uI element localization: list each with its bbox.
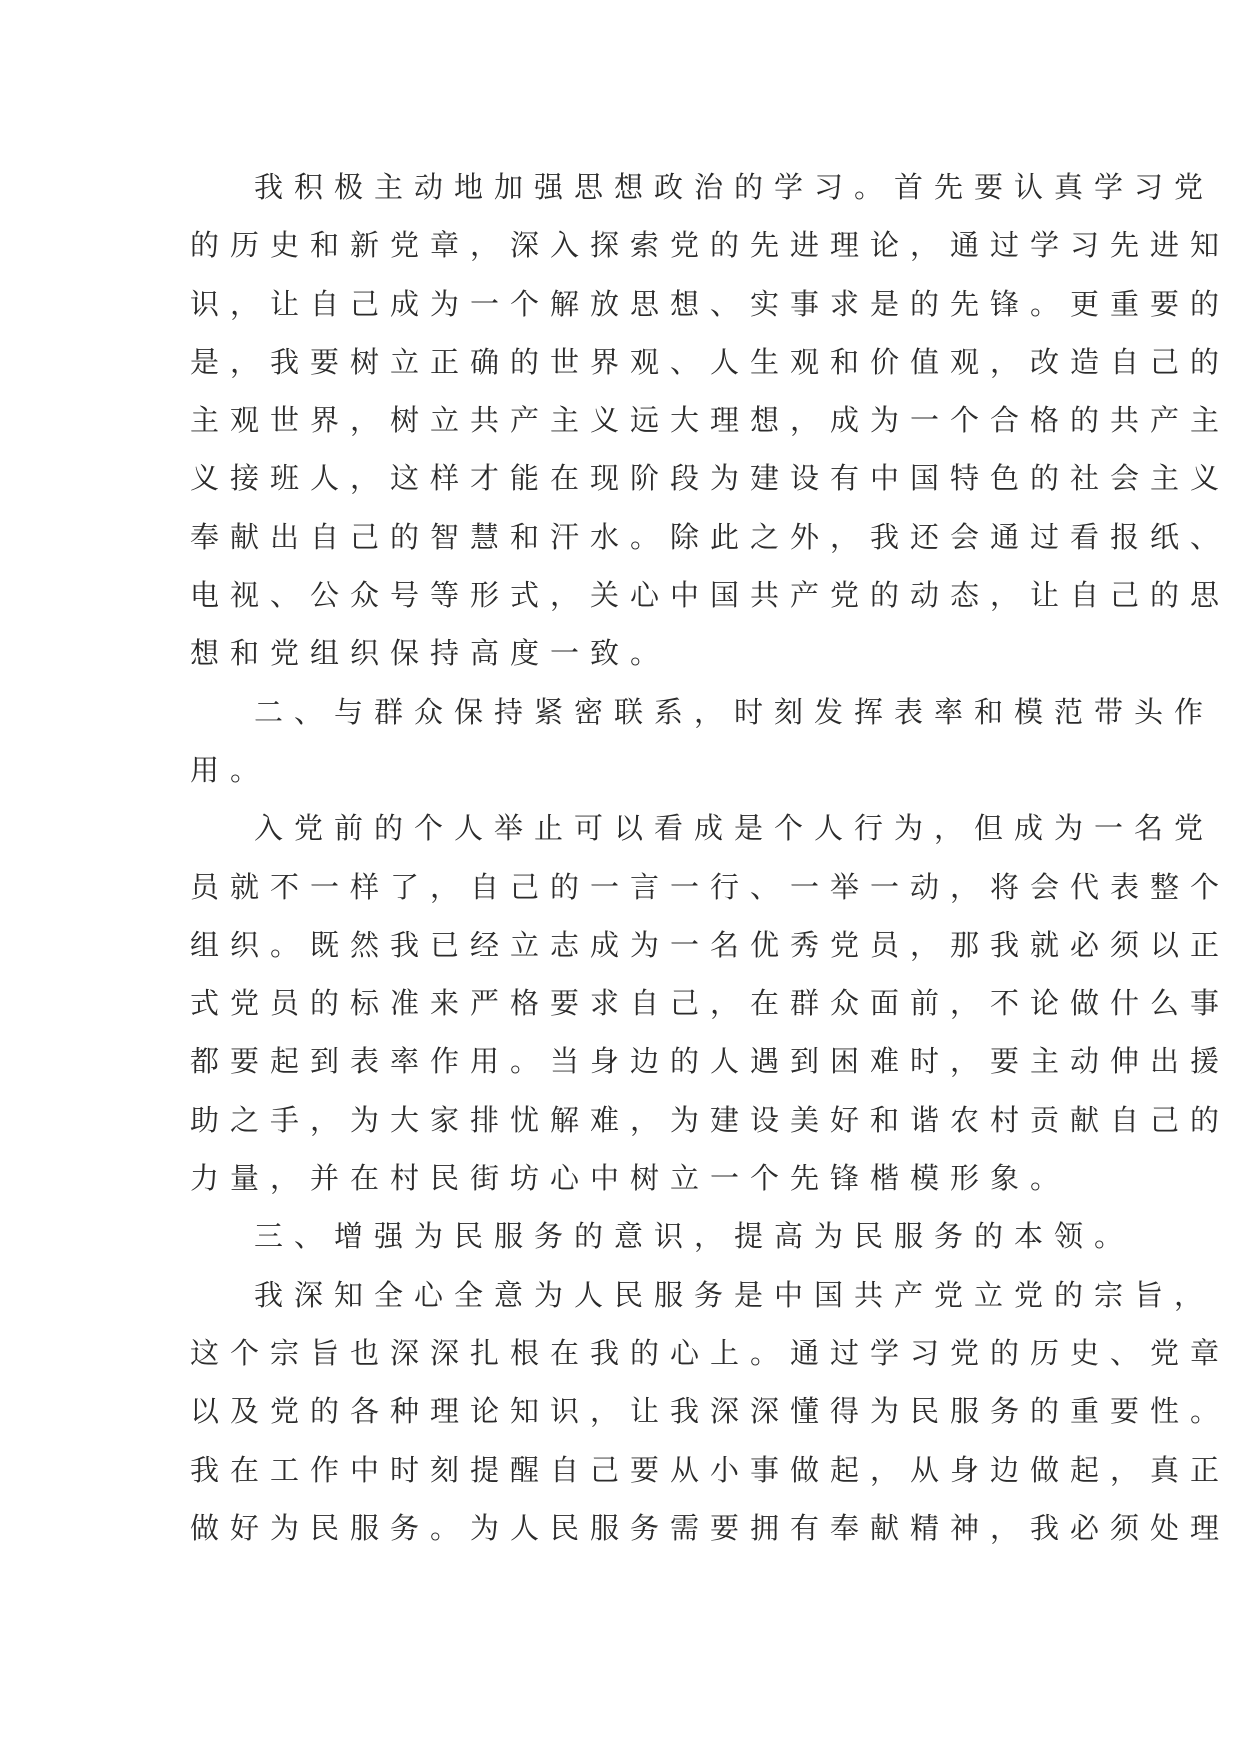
paragraph-line: 主观世界，树立共产主义远大理想，成为一个合格的共产主 — [190, 403, 1231, 438]
section-heading-line: 用。 — [190, 752, 271, 787]
paragraph-line: 电视、公众号等形式，关心中国共产党的动态，让自己的思 — [190, 578, 1231, 613]
paragraph-line: 是，我要树立正确的世界观、人生观和价值观，改造自己的 — [190, 344, 1231, 379]
paragraph-line: 员就不一样了，自己的一言一行、一举一动，将会代表整个 — [190, 869, 1231, 904]
paragraph-line: 力量，并在村民街坊心中树立一个先锋楷模形象。 — [190, 1161, 1071, 1196]
paragraph-line: 助之手，为大家排忧解难，为建设美好和谐农村贡献自己的 — [190, 1102, 1231, 1137]
paragraph-line: 识，让自己成为一个解放思想、实事求是的先锋。更重要的 — [190, 286, 1231, 321]
section-heading-line: 二、与群众保持紧密联系，时刻发挥表率和模范带头作 — [254, 694, 1215, 729]
paragraph-line: 式党员的标准来严格要求自己，在群众面前，不论做什么事 — [190, 986, 1231, 1021]
paragraph-line: 以及党的各种理论知识，让我深深懂得为民服务的重要性。 — [190, 1394, 1231, 1429]
paragraph-line: 的历史和新党章，深入探索党的先进理论，通过学习先进知 — [190, 228, 1231, 263]
paragraph-line: 都要起到表率作用。当身边的人遇到困难时，要主动伸出援 — [190, 1044, 1231, 1079]
paragraph-line: 这个宗旨也深深扎根在我的心上。通过学习党的历史、党章 — [190, 1335, 1231, 1370]
section-heading-line: 三、增强为民服务的意识，提高为民服务的本领。 — [254, 1219, 1135, 1254]
paragraph-line: 奉献出自己的智慧和汗水。除此之外，我还会通过看报纸、 — [190, 519, 1231, 554]
paragraph-line: 做好为民服务。为人民服务需要拥有奉献精神，我必须处理 — [190, 1510, 1231, 1545]
paragraph-line: 我深知全心全意为人民服务是中国共产党立党的宗旨， — [254, 1277, 1215, 1312]
paragraph-line: 我在工作中时刻提醒自己要从小事做起，从身边做起，真正 — [190, 1452, 1231, 1487]
paragraph-line: 组织。既然我已经立志成为一名优秀党员，那我就必须以正 — [190, 927, 1231, 962]
paragraph-line: 义接班人，这样才能在现阶段为建设有中国特色的社会主义 — [190, 461, 1231, 496]
paragraph-line: 入党前的个人举止可以看成是个人行为，但成为一名党 — [254, 811, 1215, 846]
paragraph-line: 我积极主动地加强思想政治的学习。首先要认真学习党 — [254, 170, 1215, 204]
body-text — [190, 158, 1231, 1557]
paragraph-line: 想和党组织保持高度一致。 — [190, 636, 671, 671]
